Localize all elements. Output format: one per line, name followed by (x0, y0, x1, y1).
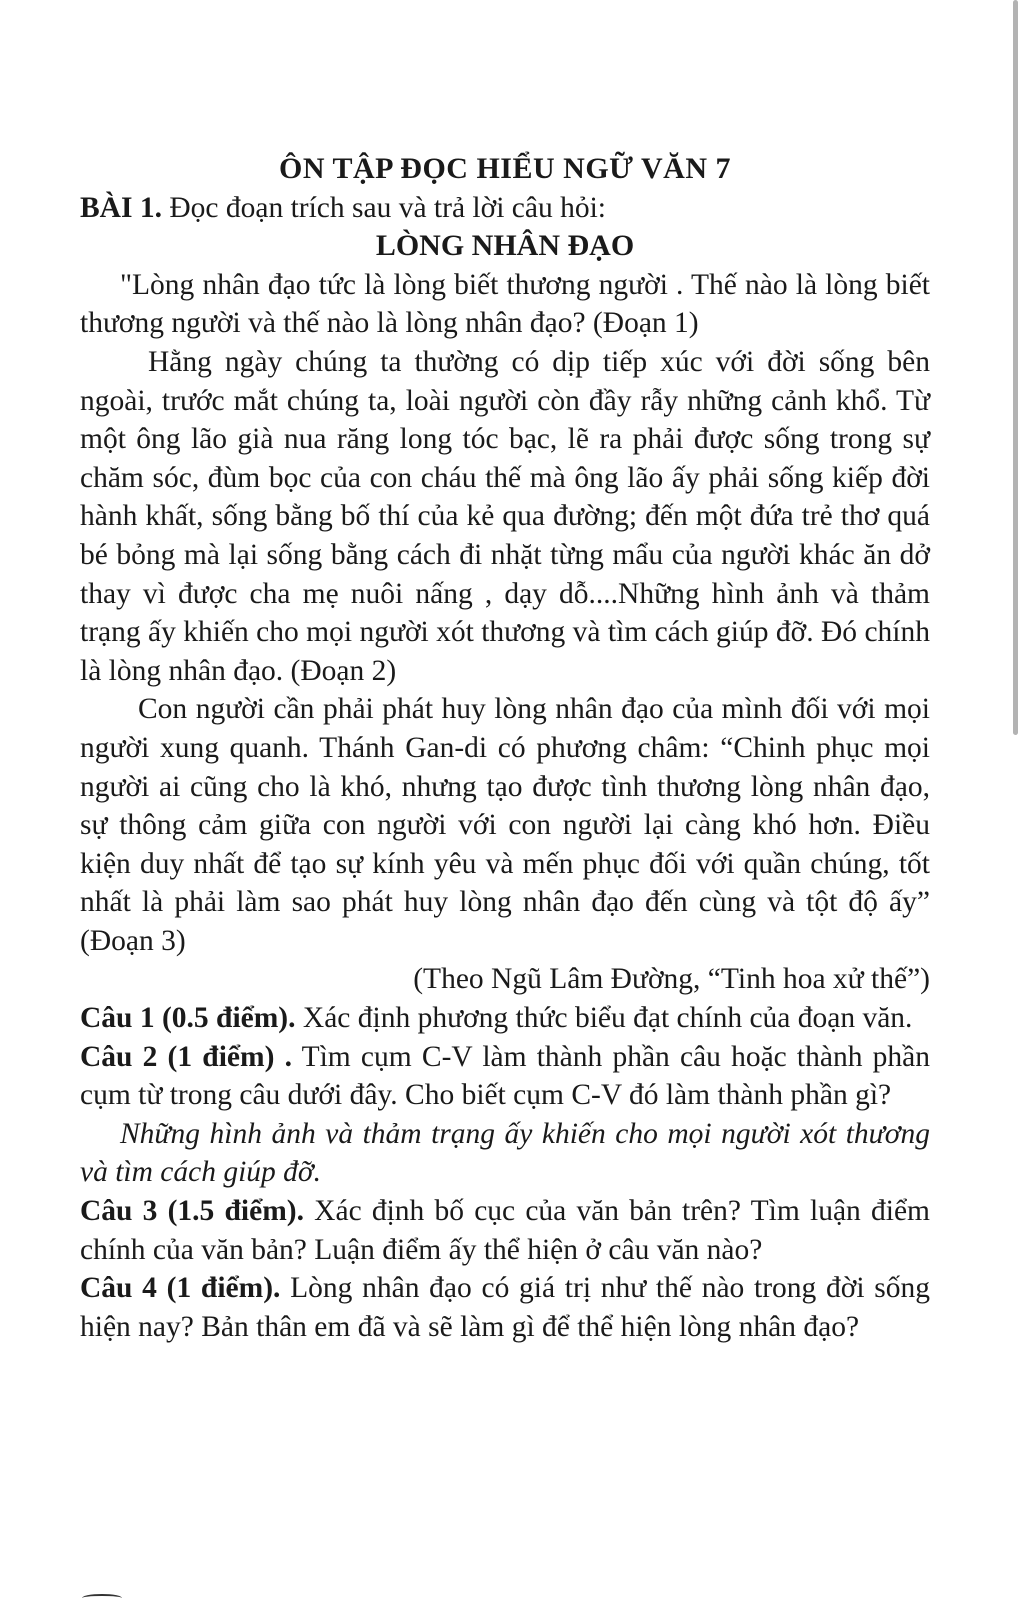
exercise-instruction: Đọc đoạn trích sau và trả lời câu hỏi: (161, 191, 606, 224)
scrollbar[interactable] (1013, 0, 1018, 735)
passage-paragraph-2: Hằng ngày chúng ta thường có dịp tiếp xúc với đời sống bên ngoài, trước mắt chúng ta, loài người còn đầy rẫy những cảnh khổ. Từ một ông lão già nua răng long tóc bạc, lẽ ra phải được sống trong sự chăm sóc, đùm bọc của con cháu thế mà ông lão ấy phải sống kiếp đời hành khất, sống bằng bố thí của kẻ qua đường; đến một đứa trẻ thơ quá bé bỏng mà lại sống bằng cách đi nhặt từng mẩu của người khác ăn dở thay vì được cha mẹ nuôi nấng , dạy dỗ....Những hình ảnh và thảm trạng ấy khiến cho mọi người xót thương và tìm cách giúp đỡ. Đó chính là lòng nhân đạo. (Đoạn 2) (80, 345, 930, 687)
passage-paragraph-1: "Lòng nhân đạo tức là lòng biết thương người . Thế nào là lòng biết thương người và thế nào là lòng nhân đạo? (Đoạn 1) (80, 268, 930, 340)
passage-paragraph-3: Con người cần phải phát huy lòng nhân đạo của mình đối với mọi người xung quanh. Thánh Gan-di có phương châm: “Chinh phục mọi người ai cũng cho là khó, nhưng tạo được tình thương lòng nhân đạo, sự thông cảm giữa con người với con người lại càng khó hơn. Điều kiện duy nhất để tạo sự kính yêu và mến phục đối với quần chúng, tốt nhất là phải làm sao phát huy lòng nhân đạo đến cùng và tột độ ấy” (Đoạn 3) (80, 693, 930, 957)
question-2-label: Câu 2 (1 điểm) . (80, 1040, 292, 1073)
question-1 (80, 999, 930, 1038)
question-3-text: Xác định bố cục của văn bản trên? Tìm luận điểm chính của văn bản? Luận điểm ấy thể hiện ở câu văn nào? (80, 1195, 930, 1266)
question-3-label: Câu 3 (1.5 điểm). (80, 1195, 304, 1228)
question-3 (80, 1192, 930, 1269)
exercise-heading (80, 189, 930, 228)
question-2-text: Tìm cụm C-V làm thành phần câu hoặc thành phần cụm từ trong câu dưới đây. Cho biết cụm C-V đó làm thành phần gì? (80, 1040, 930, 1112)
question-2 (80, 1038, 930, 1115)
passage-source: (Theo Ngũ Lâm Đường, “Tinh hoa xử thế”) (413, 963, 930, 996)
question-1-label: Câu 1 (0.5 điểm). (80, 1002, 296, 1035)
cut-off-text-fragment (82, 1586, 122, 1601)
question-4-label: Câu 4 (1 điểm). (80, 1272, 281, 1305)
question-4-text: Lòng nhân đạo có giá trị như thế nào trong đời sống hiện nay? Bản thân em đã và sẽ làm gì để thể hiện lòng nhân đạo? (80, 1272, 930, 1343)
question-2-quote: Những hình ảnh và thảm trạng ấy khiến cho mọi người xót thương và tìm cách giúp đỡ. (80, 1117, 930, 1189)
question-1-text: Xác định phương thức biểu đạt chính của đoạn văn. (295, 1002, 913, 1035)
document-page (80, 150, 930, 1346)
document-title: ÔN TẬP ĐỌC HIỂU NGỮ VĂN 7 (279, 152, 731, 185)
question-4 (80, 1269, 930, 1346)
passage-title: LÒNG NHÂN ĐẠO (375, 229, 635, 263)
exercise-label: BÀI 1. (80, 191, 162, 224)
